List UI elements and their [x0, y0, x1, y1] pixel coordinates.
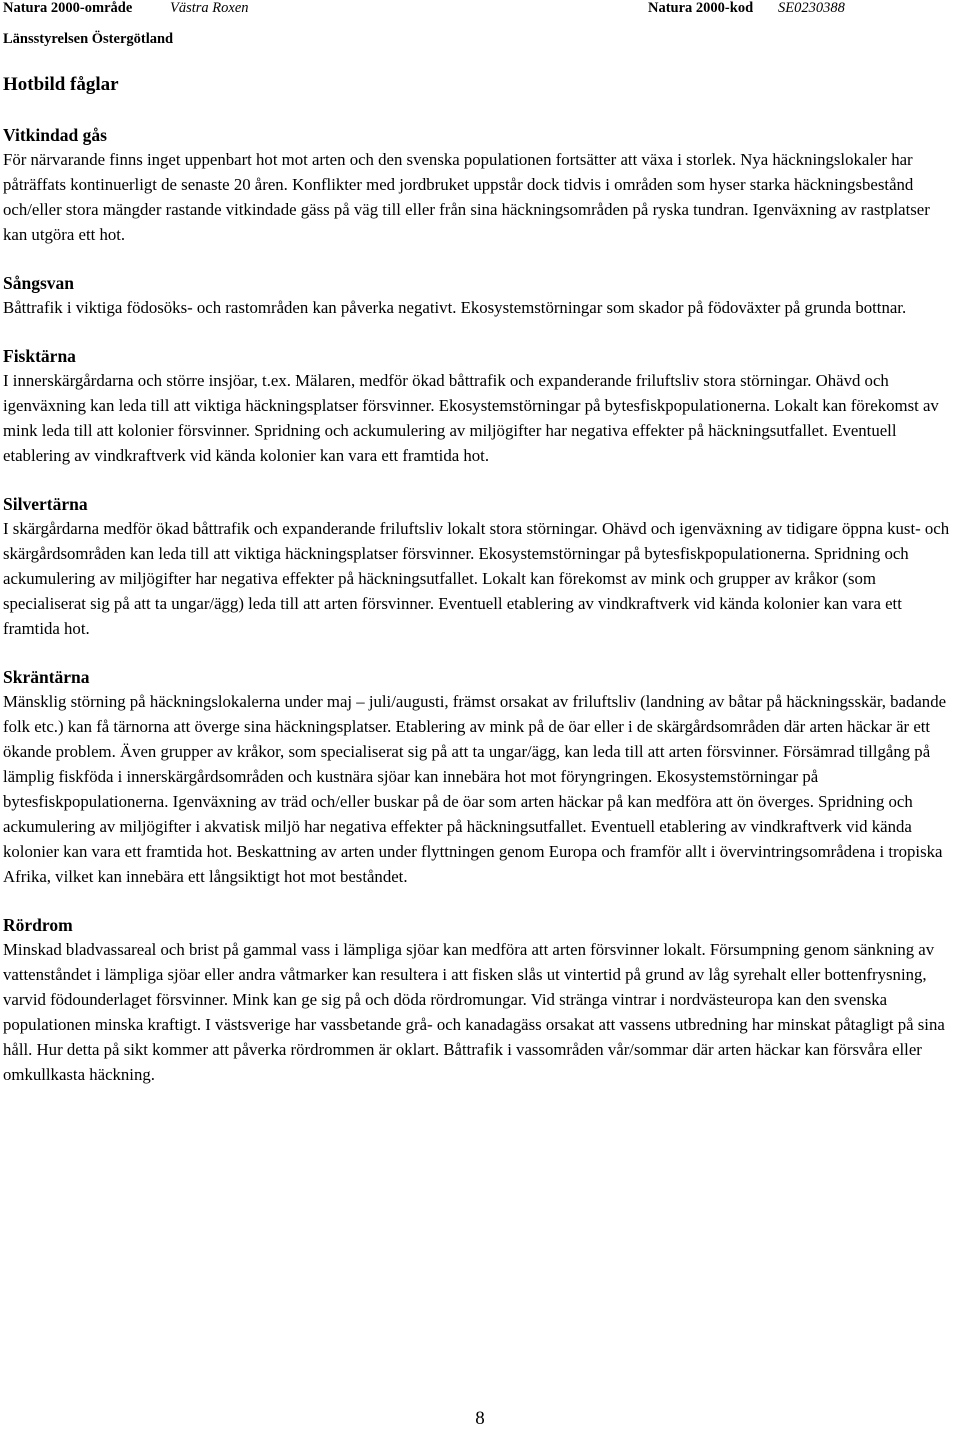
page-title: Hotbild fåglar	[3, 74, 119, 95]
section-text: Båttrafik i viktiga födosöks- och rastområden kan påverka negativt. Ekosystemstörningar som skador på födoväxter på grunda bottnar.	[3, 298, 907, 317]
section-text: För närvarande finns inget uppenbart hot mot arten och den svenska populationen fortsätter att växa i storlek. Nya häckningslokaler har påträffats kontinuerligt de senaste 20 åren. Konflikter med jordbruket uppstår dock tidvis i områden som hyser starka häckningsbestånd och/eller stora mängder rastande vitkindade gäss på väg till eller från sina häckningsområden på ryska tundran. Igenväxning av rastplatser kan utgöra ett hot.	[3, 150, 930, 244]
section-text: I skärgårdarna medför ökad båttrafik och expanderande friluftsliv lokalt stora störningar. Ohävd och igenväxning av tidigare öppna kust- och skärgårdsområden kan leda till att viktiga häckningsplatser försvinner. Ekosystemstörningar på bytesfiskpopulationerna. Spridning och ackumulering av miljögifter har negativa effekter på häckningsutfallet. Lokalt kan förekomst av mink och grupper av kråkor (som specialiserat sig på att ta ungar/ägg) leda till att arten försvinner. Eventuell etablering av vindkraftverk vid kända kolonier kan vara ett framtida hot.	[3, 519, 950, 638]
section-text: Mänsklig störning på häckningslokalerna under maj – juli/augusti, främst orsakat av friluftsliv (landning av båtar på häckningsskär, badande folk etc.) kan få tärnorna att överge sina häckningsplatser. Etablering av mink på de öar eller i de skärgårdsområden där arten häckar är ett ökande problem. Även grupper av kråkor, som specialiserat sig på att ta ungar/ägg, kan leda till att arten försvinner. Försämrad tillgång på lämplig fiskföda i innerskärgårdsområden och kustnära sjöar kan innebära hot mot föryngringen. Ekosystemstörningar på bytesfiskpopulationerna. Igenväxning av träd och/eller buskar på de öar som arten häckar på kan medföra att ön överges. Spridning och ackumulering av miljögifter i akvatisk miljö har negativa effekter på häckningsutfallet. Eventuell etablering av vindkraftverk vid kända kolonier kan vara ett framtida hot. Beskattning av arten under flyttningen genom Europa och framför allt i övervintringsområdena i tropiska Afrika, vilket kan innebära ett långsiktigt hot mot beståndet.	[3, 692, 947, 886]
page-number: 8	[475, 1408, 485, 1429]
document-body	[3, 72, 953, 1112]
code-value: SE0230388	[778, 0, 845, 16]
section-sangsvan	[3, 272, 953, 320]
section-silvertarna	[3, 493, 953, 641]
section-fisktarna	[3, 345, 953, 468]
section-heading: Vitkindad gås	[3, 125, 107, 145]
section-heading: Rördrom	[3, 915, 73, 935]
area-value: Västra Roxen	[170, 0, 249, 16]
section-skrantarna	[3, 666, 953, 889]
section-heading: Silvertärna	[3, 494, 88, 514]
organization-name: Länsstyrelsen Östergötland	[3, 31, 174, 47]
section-vitkindad-gas	[3, 124, 953, 247]
area-label: Natura 2000-område	[3, 0, 133, 16]
section-heading: Skräntärna	[3, 667, 90, 687]
section-text: Minskad bladvassareal och brist på gammal vass i lämpliga sjöar kan medföra att arten försvinner lokalt. Försumpning genom sänkning av vattenståndet i lämpliga sjöar eller andra våtmarker kan resultera i att fisken slås ut vintertid på grund av låg syrehalt eller bottenfrysning, varvid födounderlaget försvinner. Mink kan ge sig på och döda rördromungar. Vid stränga vintrar i nordvästeuropa kan den svenska populationen minska kraftigt. I västsverige har vassbetande grå- och kanadagäss orsakat att vassens utbredning har minskat påtagligt på sina håll. Hur detta på sikt kommer att påverka rördrommen är oklart. Båttrafik i vassområden vår/sommar där arten häckar kan försvåra eller omkullkasta häckning.	[3, 940, 945, 1084]
section-heading: Sångsvan	[3, 273, 75, 293]
section-text: I innerskärgårdarna och större insjöar, t.ex. Mälaren, medför ökad båttrafik och expanderande friluftsliv stora störningar. Ohävd och igenväxning kan leda till att viktiga häckningsplatser försvinner. Ekosystemstörningar på bytesfiskpopulationerna. Lokalt kan förekomst av mink leda till att kolonier försvinner. Spridning och ackumulering av miljögifter har negativa effekter på häckningsutfallet. Eventuell etablering av vindkraftverk vid kända kolonier kan vara ett framtida hot.	[3, 371, 939, 465]
section-rordrom	[3, 914, 953, 1087]
code-label: Natura 2000-kod	[648, 0, 754, 16]
section-heading: Fisktärna	[3, 346, 76, 366]
page-header	[3, 0, 953, 52]
